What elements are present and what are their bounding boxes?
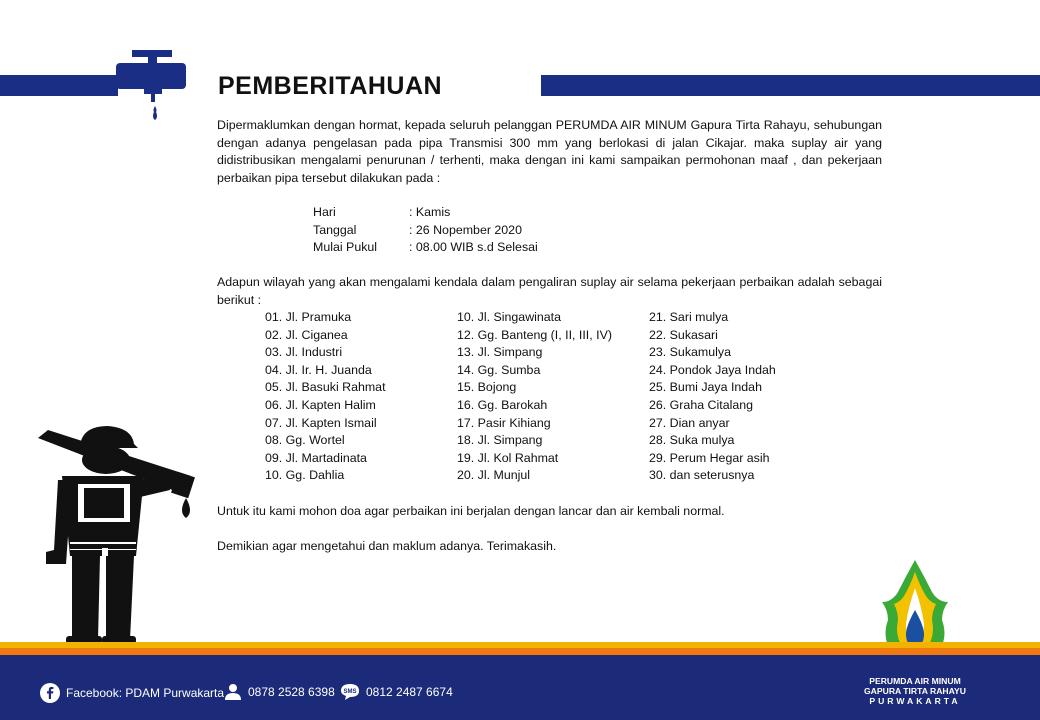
org-name-line1: PERUMDA AIR MINUM <box>869 676 961 686</box>
area-item: 27. Dian anyar <box>649 415 730 430</box>
sms-icon <box>340 683 360 701</box>
area-list-column-3 <box>649 309 776 485</box>
area-item: 12. Gg. Banteng (I, II, III, IV) <box>457 327 612 342</box>
area-item: 07. Jl. Kapten Ismail <box>265 415 377 430</box>
area-item: 19. Jl. Kol Rahmat <box>457 450 559 465</box>
schedule-row-day <box>313 204 538 222</box>
schedule <box>313 204 538 257</box>
area-item: 15. Bojong <box>457 380 517 395</box>
area-item: 08. Gg. Wortel <box>265 433 345 448</box>
header-bar-right <box>541 75 1040 96</box>
schedule-value: : 26 Nopember 2020 <box>409 222 522 237</box>
footer-stripe-orange <box>0 648 1040 655</box>
area-item: 10. Gg. Dahlia <box>265 468 345 483</box>
area-item: 18. Jl. Simpang <box>457 433 543 448</box>
prayer-paragraph: Untuk itu kami mohon doa agar perbaikan ini berjalan dengan lancar dan air kembali normal. <box>217 504 725 518</box>
phone-contact[interactable] <box>224 683 335 701</box>
area-item: 21. Sari mulya <box>649 310 729 324</box>
schedule-row-date <box>313 222 538 240</box>
facebook-contact[interactable] <box>40 683 224 703</box>
area-item: 01. Jl. Pramuka <box>265 310 352 324</box>
area-item: 03. Jl. Industri <box>265 345 343 360</box>
header-bar-left <box>0 75 118 96</box>
sms-badge-text: SMS <box>343 689 357 695</box>
schedule-label: Mulai Pukul <box>313 240 378 255</box>
phone-user-icon <box>224 683 242 701</box>
area-item: 13. Jl. Simpang <box>457 345 543 360</box>
schedule-value: : Kamis <box>409 205 451 219</box>
area-item: 10. Jl. Singawinata <box>457 310 562 324</box>
area-item: 29. Perum Hegar asih <box>649 450 770 465</box>
schedule-label: Tanggal <box>313 222 357 237</box>
areas-intro-paragraph: Adapun wilayah yang akan mengalami kendala dalam pengaliran suplay air selama pekerjaan perbaikan adalah sebagai berikut : <box>217 275 882 307</box>
area-item: 05. Jl. Basuki Rahmat <box>265 380 386 395</box>
area-list-column-1 <box>265 309 386 485</box>
area-item: 02. Jl. Ciganea <box>265 327 348 342</box>
faucet-icon <box>108 48 200 124</box>
area-item: 06. Jl. Kapten Halim <box>265 397 376 412</box>
intro-paragraph: Dipermaklumkan dengan hormat, kepada seluruh pelanggan PERUMDA AIR MINUM Gapura Tirta Rahayu, sehubungan dengan adanya pengelasan pada pipa Transmisi 300 mm yang berlokasi di jalan Cikajar. maka suplay air yang didistribusikan mengalami penurunan / terhenti, maka dengan ini kami sampaikan permohonan maaf , dan pekerjaan perbaikan pipa tersebut dilakukan pada : <box>217 118 882 185</box>
org-name-line3: PURWAKARTA <box>869 696 961 706</box>
facebook-icon <box>40 683 60 703</box>
facebook-text: Facebook: PDAM Purwakarta <box>66 686 225 700</box>
schedule-label: Hari <box>313 205 336 219</box>
area-item: 28. Suka mulya <box>649 433 735 448</box>
worker-carrying-pipe-illustration <box>36 424 198 646</box>
area-list-column-2 <box>457 309 612 485</box>
schedule-row-time <box>313 239 538 257</box>
area-item: 26. Graha Citalang <box>649 397 754 412</box>
area-item: 25. Bumi Jaya Indah <box>649 380 762 395</box>
area-item: 30. dan seterusnya <box>649 468 755 483</box>
sms-contact[interactable] <box>340 683 453 701</box>
area-item: 16. Gg. Barokah <box>457 397 548 412</box>
area-item: 04. Jl. Ir. H. Juanda <box>265 362 372 377</box>
page-title: PEMBERITAHUAN <box>218 72 443 100</box>
area-item: 24. Pondok Jaya Indah <box>649 362 776 377</box>
area-item: 14. Gg. Sumba <box>457 362 541 377</box>
schedule-value: : 08.00 WIB s.d Selesai <box>409 240 538 255</box>
area-item: 23. Sukamulya <box>649 345 731 360</box>
org-name-line2: GAPURA TIRTA RAHAYU <box>863 686 966 696</box>
closing-paragraph: Demikian agar mengetahui dan maklum adanya. Terimakasih. <box>217 539 557 553</box>
sms-number: 0812 2487 6674 <box>366 685 453 699</box>
area-item: 22. Sukasari <box>649 327 718 342</box>
phone-number: 0878 2528 6398 <box>248 685 335 699</box>
area-item: 09. Jl. Martadinata <box>265 450 367 465</box>
area-item: 17. Pasir Kihiang <box>457 415 551 430</box>
area-item: 20. Jl. Munjul <box>457 468 531 483</box>
